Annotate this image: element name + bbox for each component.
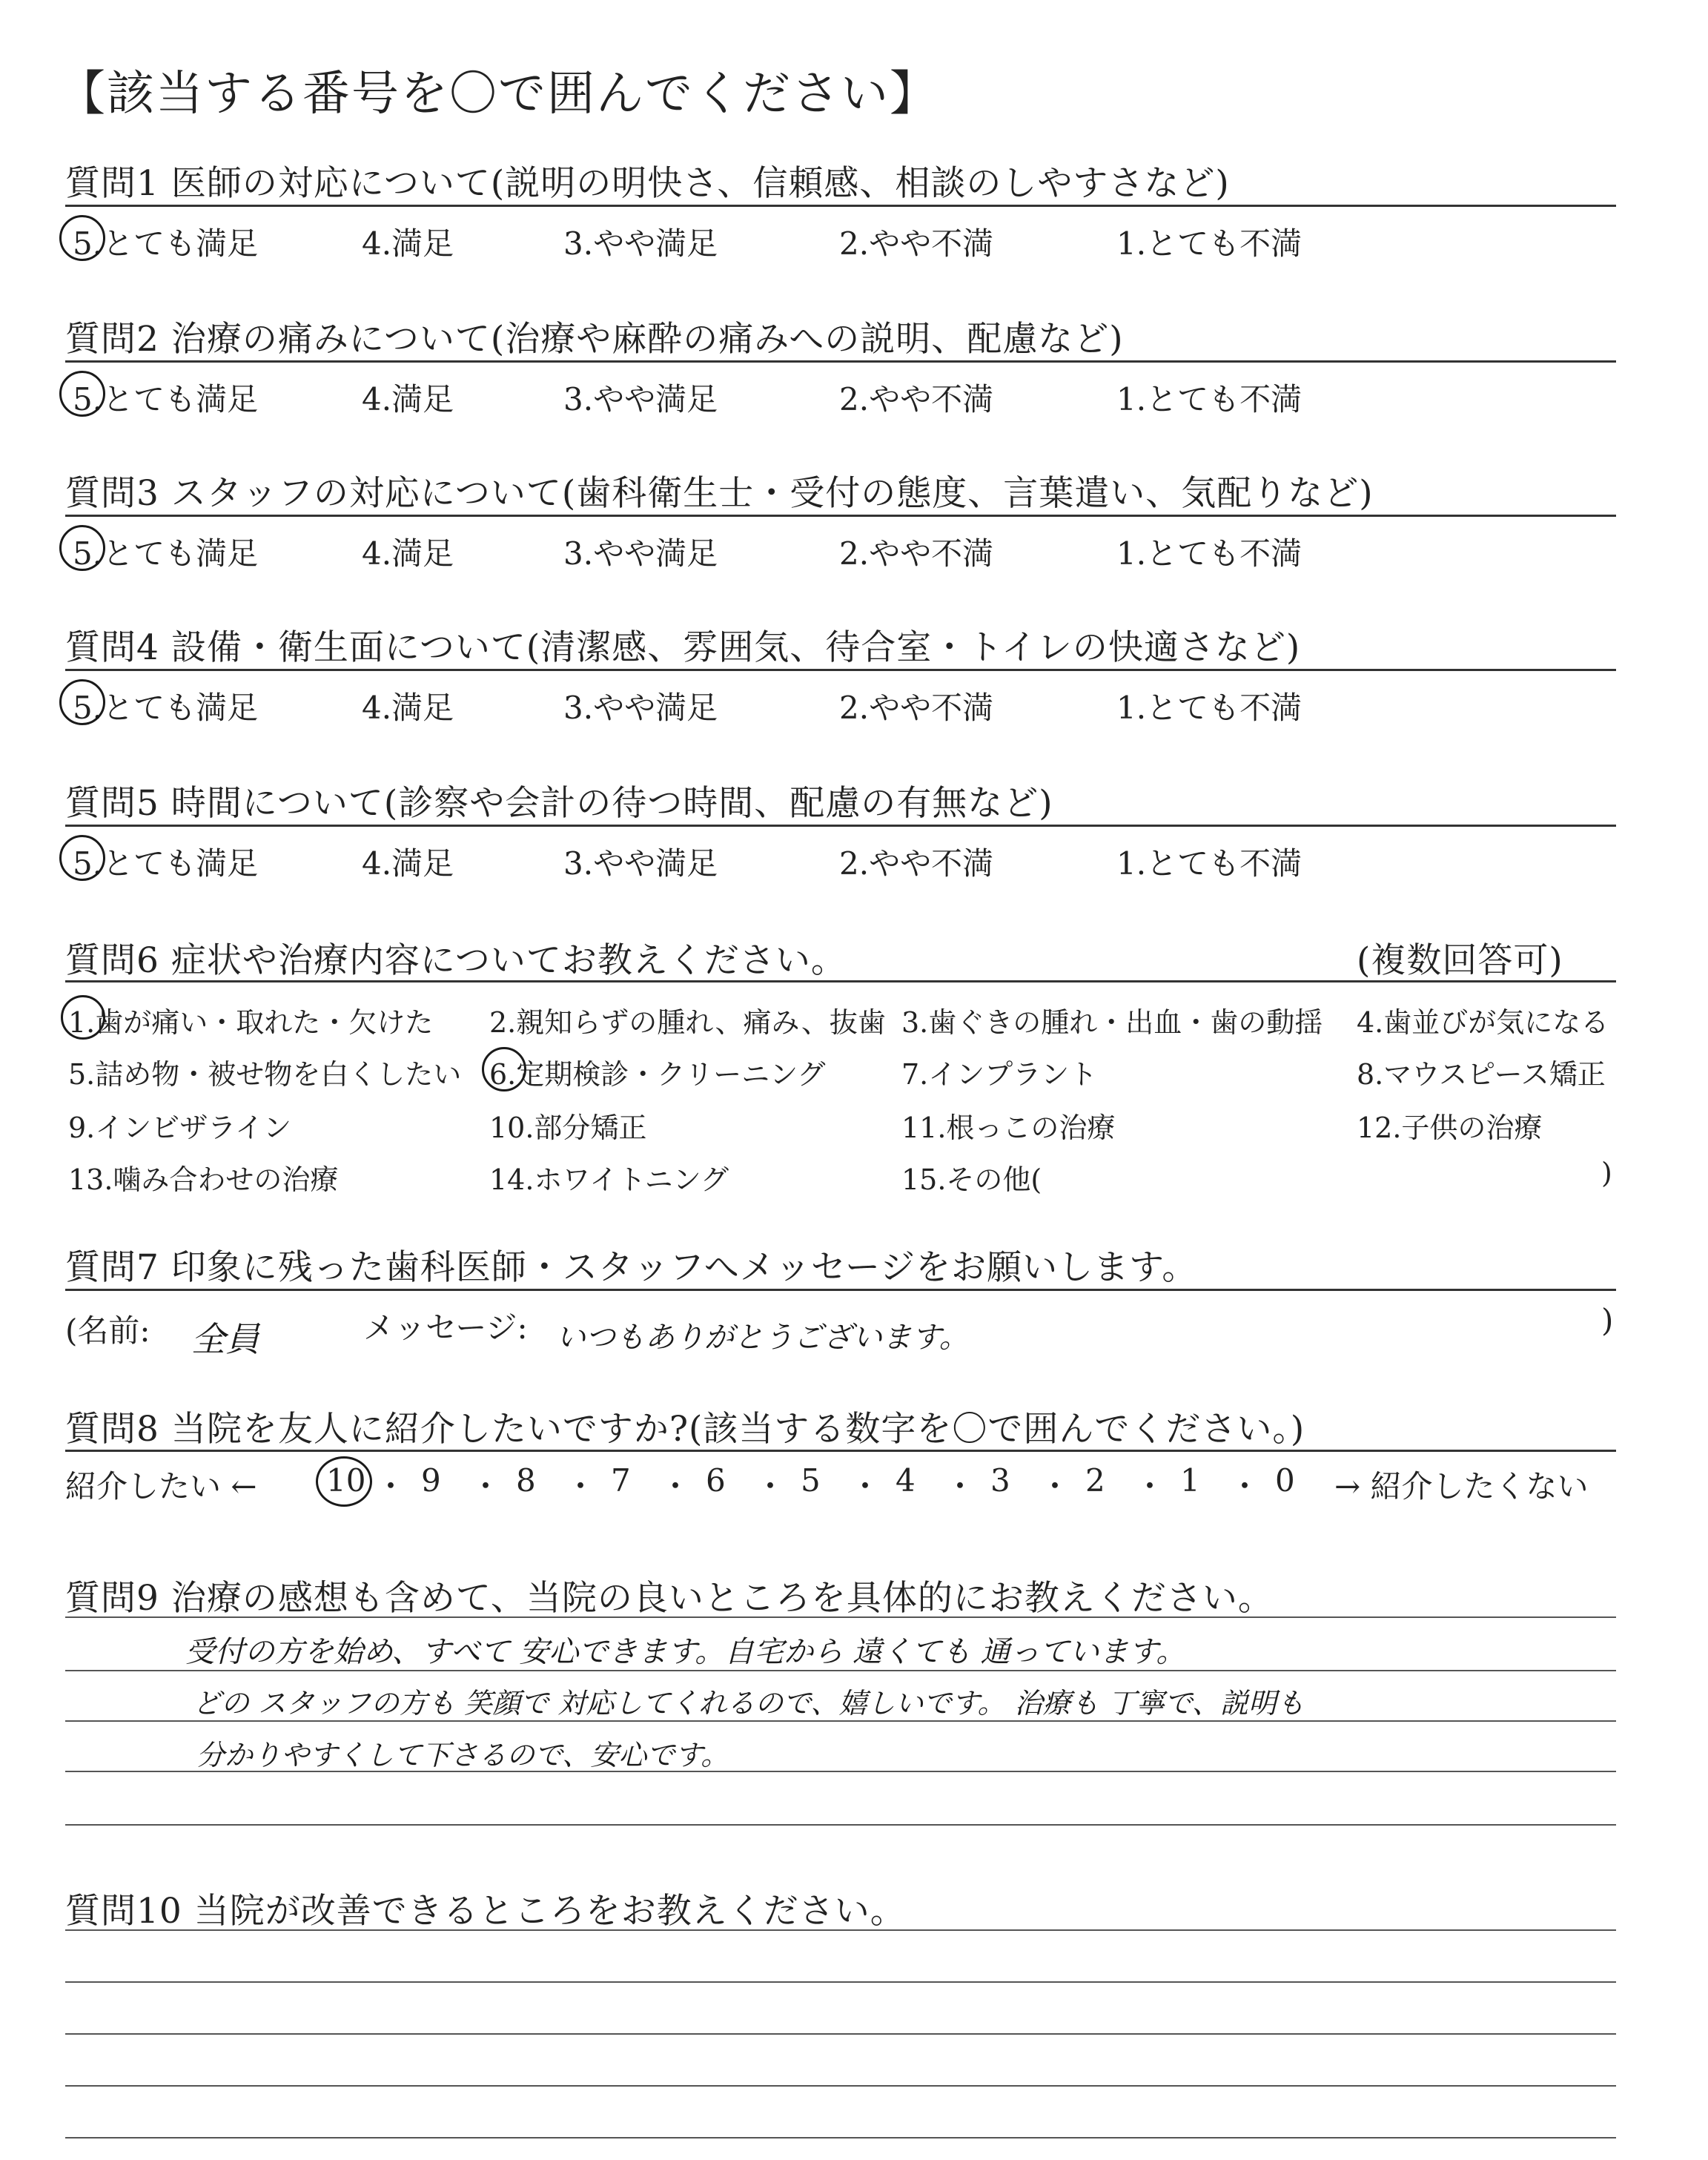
q3-option-5[interactable]: 5.とても満足: [73, 535, 259, 572]
q3-option-4[interactable]: 4.満足: [362, 535, 454, 572]
q2-selection-circle: [59, 371, 105, 417]
q3-title: 質問3 スタッフの対応について(歯科衛生士・受付の態度、言葉遣い、気配りなど): [65, 473, 1374, 514]
q4-option-2[interactable]: 2.やや不満: [839, 690, 994, 726]
q6-option-13[interactable]: 13.噛み合わせの治療: [68, 1163, 339, 1196]
q4-title: 質問4 設備・衛生面について(清潔感、雰囲気、待合室・トイレの快適さなど): [65, 627, 1301, 668]
q3-selection-circle: [59, 525, 105, 571]
q1-selection-circle: [59, 215, 105, 261]
q8-scale-separator: ・: [565, 1468, 597, 1505]
q6-option-14[interactable]: 14.ホワイトニング: [489, 1163, 729, 1196]
q5-title: 質問5 時間について(診察や会計の待つ時間、配慮の有無など): [65, 783, 1053, 824]
q5-option-1[interactable]: 1.とても不満: [1116, 845, 1302, 882]
q5-option-2[interactable]: 2.やや不満: [839, 845, 994, 882]
q9-answer-line-1[interactable]: 受付の方を始め、すべて 安心できます。自宅から 遠くても 通っています。: [185, 1635, 1186, 1669]
q6-option-5[interactable]: 5.詰め物・被せ物を白くしたい: [68, 1058, 462, 1091]
q2-option-2[interactable]: 2.やや不満: [839, 381, 994, 417]
q5-option-5[interactable]: 5.とても満足: [73, 845, 259, 882]
q6-option-6[interactable]: 6.定期検診・クリーニング: [489, 1058, 826, 1091]
q2-option-3[interactable]: 3.やや満足: [563, 381, 718, 417]
q7-close-paren: ): [1601, 1302, 1614, 1338]
q1-title: 質問1 医師の対応について(説明の明快さ、信頼感、相談のしやすさなど): [65, 163, 1230, 204]
q8-scale-3[interactable]: 3: [990, 1462, 1010, 1499]
q7-name-label: (名前:: [65, 1312, 150, 1349]
q5-option-3[interactable]: 3.やや満足: [563, 845, 718, 882]
q2-option-1[interactable]: 1.とても不満: [1116, 381, 1302, 417]
q8-selection-circle: [316, 1456, 372, 1507]
q8-scale-separator: ・: [1039, 1468, 1071, 1505]
q2-option-4[interactable]: 4.満足: [362, 381, 454, 417]
q8-scale-7[interactable]: 7: [611, 1462, 631, 1499]
q1-option-4[interactable]: 4.満足: [362, 225, 454, 262]
q8-scale-9[interactable]: 9: [421, 1462, 441, 1499]
q5-selection-circle: [59, 835, 105, 881]
q6-option-9[interactable]: 9.インビザライン: [68, 1112, 292, 1144]
q6-selection-circle: [61, 995, 105, 1040]
q3-option-2[interactable]: 2.やや不満: [839, 535, 994, 572]
q8-scale-4[interactable]: 4: [896, 1462, 916, 1499]
q6-option-15[interactable]: 15.その他(: [901, 1163, 1042, 1196]
q7-message-value[interactable]: いつもありがとうございます。: [556, 1321, 969, 1355]
q1-option-3[interactable]: 3.やや満足: [563, 225, 718, 262]
q6-option-1[interactable]: 1.歯が痛い・取れた・欠けた: [68, 1006, 434, 1039]
q8-scale-0[interactable]: 0: [1275, 1462, 1295, 1499]
q5-option-4[interactable]: 4.満足: [362, 845, 454, 882]
q9-answer-line-2[interactable]: どの スタッフの方も 笑顔で 対応してくれるので、嬉しいです。 治療も 丁寧で、説明も: [193, 1687, 1305, 1720]
q6-option-3[interactable]: 3.歯ぐきの腫れ・出血・歯の動揺: [901, 1006, 1323, 1039]
q8-scale-separator: ・: [944, 1468, 976, 1505]
q1-option-2[interactable]: 2.やや不満: [839, 225, 994, 262]
q6-note: (複数回答可): [1357, 940, 1563, 981]
q6-option-4[interactable]: 4.歯並びが気になる: [1357, 1006, 1609, 1039]
q9-title: 質問9 治療の感想も含めて、当院の良いところを具体的にお教えください。: [65, 1578, 1274, 1619]
q6-option-11[interactable]: 11.根っこの治療: [901, 1112, 1116, 1144]
q8-scale-separator: ・: [1134, 1468, 1166, 1505]
q8-scale-separator: ・: [1229, 1468, 1261, 1505]
q1-option-1[interactable]: 1.とても不満: [1116, 225, 1302, 262]
q6-selection-circle: [482, 1047, 526, 1091]
q8-scale-separator: ・: [470, 1468, 502, 1505]
q6-other-close-paren: ): [1601, 1157, 1612, 1189]
q3-option-1[interactable]: 1.とても不満: [1116, 535, 1302, 572]
q7-name-value[interactable]: 全員: [191, 1319, 259, 1359]
q8-scale-8[interactable]: 8: [516, 1462, 536, 1499]
q8-scale-separator: ・: [375, 1468, 407, 1505]
q4-option-1[interactable]: 1.とても不満: [1116, 690, 1302, 726]
q8-scale-5[interactable]: 5: [801, 1462, 821, 1499]
q8-scale-separator: ・: [850, 1468, 881, 1505]
q2-title: 質問2 治療の痛みについて(治療や麻酔の痛みへの説明、配慮など): [65, 319, 1124, 360]
q8-scale-separator: ・: [660, 1468, 692, 1505]
q9-answer-line-3[interactable]: 分かりやすくして下さるので、安心です。: [196, 1739, 729, 1771]
q8-scale-separator: ・: [755, 1468, 787, 1505]
form-header: 【該当する番号を〇で囲んでください】: [58, 67, 939, 122]
q6-option-7[interactable]: 7.インプラント: [901, 1058, 1098, 1091]
q8-left-label: 紹介したい ←: [65, 1468, 257, 1505]
q10-title: 質問10 当院が改善できるところをお教えください。: [65, 1891, 906, 1932]
q4-selection-circle: [59, 679, 105, 725]
q6-option-2[interactable]: 2.親知らずの腫れ、痛み、抜歯: [489, 1006, 886, 1039]
q8-right-label: → 紹介したくない: [1334, 1468, 1589, 1505]
q4-option-4[interactable]: 4.満足: [362, 690, 454, 726]
q4-option-3[interactable]: 3.やや満足: [563, 690, 718, 726]
q1-option-5[interactable]: 5.とても満足: [73, 225, 259, 262]
q3-option-3[interactable]: 3.やや満足: [563, 535, 718, 572]
q8-scale-1[interactable]: 1: [1180, 1462, 1200, 1499]
q8-scale-2[interactable]: 2: [1085, 1462, 1105, 1499]
q4-option-5[interactable]: 5.とても満足: [73, 690, 259, 726]
q6-option-10[interactable]: 10.部分矯正: [489, 1112, 647, 1144]
q6-title: 質問6 症状や治療内容についてお教えください。: [65, 940, 847, 981]
q7-message-label: メッセージ:: [363, 1309, 528, 1346]
q8-title: 質問8 当院を友人に紹介したいですか?(該当する数字を〇で囲んでください。): [65, 1409, 1305, 1450]
q6-option-12[interactable]: 12.子供の治療: [1357, 1112, 1543, 1144]
q8-scale-6[interactable]: 6: [706, 1462, 726, 1499]
q6-option-8[interactable]: 8.マウスピース矯正: [1357, 1058, 1606, 1091]
q7-title: 質問7 印象に残った歯科医師・スタッフへメッセージをお願いします。: [65, 1247, 1198, 1288]
q2-option-5[interactable]: 5.とても満足: [73, 381, 259, 417]
q8-scale-10[interactable]: 10: [326, 1462, 366, 1499]
